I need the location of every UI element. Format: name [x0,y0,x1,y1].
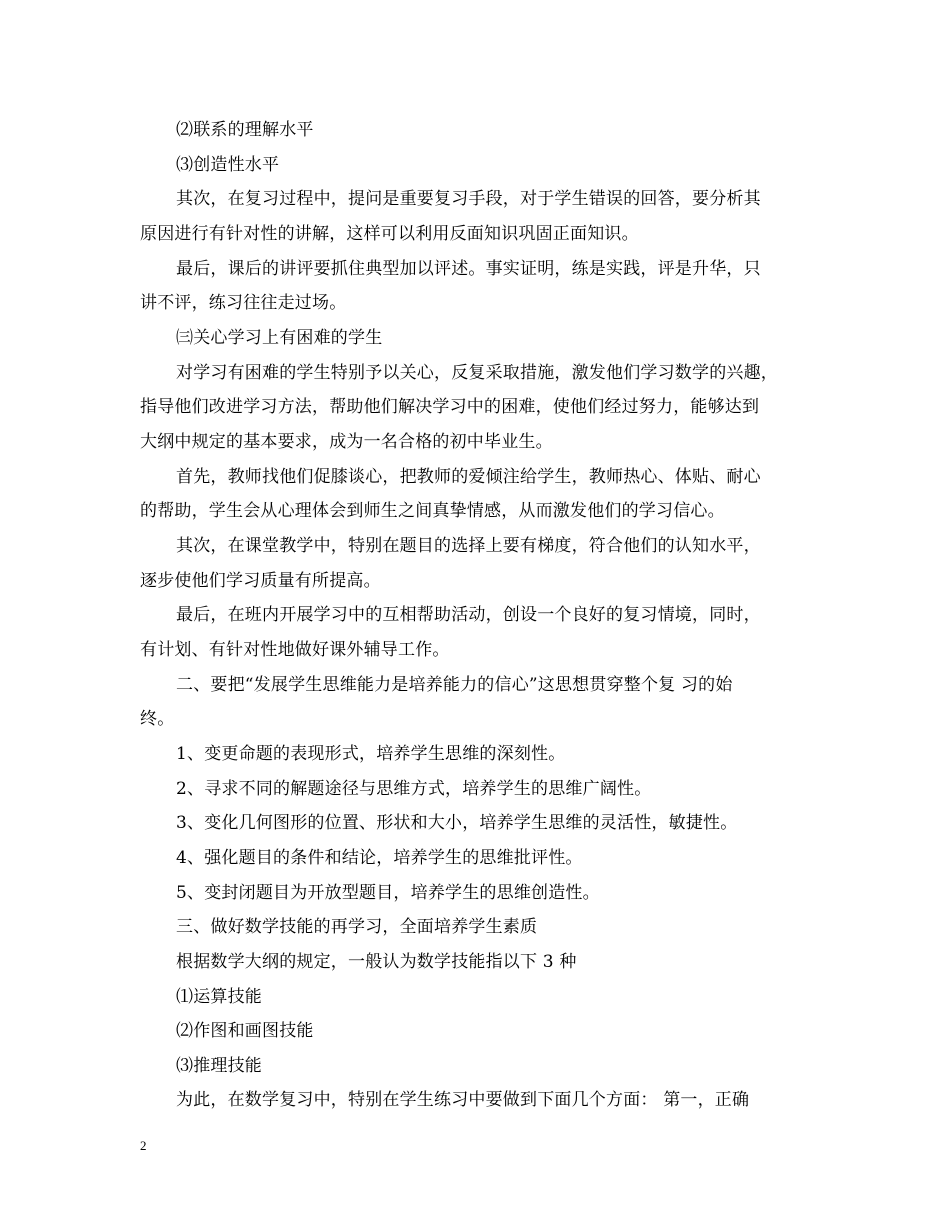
text-line-18: 终。 [140,709,175,729]
text-line-7: ㈢关心学习上有困难的学生 [176,328,383,348]
text-line-14: 逐步使他们学习质量有所提高。 [140,571,381,591]
text-line-3: 其次，在复习过程中，提问是重要复习手段，对于学生错误的回答，要分析其 [176,189,761,209]
text-line-11: 首先，教师找他们促膝谈心，把教师的爱倾注给学生，教师热心、体贴、耐心 [176,467,761,487]
text-line-20: 2、寻求不同的解题途径与思维方式，培养学生的思维广阔性。 [176,779,652,799]
text-line-24: 三、做好数学技能的再学习，全面培养学生素质 [176,917,538,937]
text-line-16: 有计划、有针对性地做好课外辅导工作。 [140,640,450,660]
text-line-26: ⑴运算技能 [176,987,262,1007]
text-line-1: ⑵联系的理解水平 [176,120,314,140]
text-line-13: 其次，在课堂教学中，特别在题目的选择上要有梯度，符合他们的认知水平， [176,536,761,556]
text-line-6: 讲不评，练习往往走过场。 [140,293,347,313]
text-line-29: 为此，在数学复习中，特别在学生练习中要做到下面几个方面： 第一，正确 [176,1090,750,1110]
text-line-22: 4、强化题目的条件和结论，培养学生的思维批评性。 [176,848,583,868]
text-line-19: 1、变更命题的表现形式，培养学生思维的深刻性。 [176,744,566,764]
text-line-8: 对学习有困难的学生特别予以关心，反复采取措施，激发他们学习数学的兴趣， [176,363,778,383]
text-line-9: 指导他们改进学习方法，帮助他们解决学习中的困难，使他们经过努力，能够达到 [140,397,760,417]
text-line-2: ⑶创造性水平 [176,155,280,175]
text-line-12: 的帮助，学生会从心理体会到师生之间真挚情感，从而激发他们的学习信心。 [140,501,725,521]
text-line-5: 最后，课后的讲评要抓住典型加以评述。事实证明，练是实践，评是升华，只 [176,259,761,279]
text-line-10: 大纲中规定的基本要求，成为一名合格的初中毕业生。 [140,432,553,452]
text-line-27: ⑵作图和画图技能 [176,1021,314,1041]
text-line-17: 二、要把“发展学生思维能力是培养能力的信心”这思想贯穿整个复 习的始 [176,675,733,695]
text-line-23: 5、变封闭题目为开放型题目，培养学生的思维创造性。 [176,883,600,903]
text-line-21: 3、变化几何图形的位置、形状和大小，培养学生思维的灵活性，敏捷性。 [176,813,738,833]
text-line-28: ⑶推理技能 [176,1056,262,1076]
text-line-15: 最后，在班内开展学习中的互相帮助活动，创设一个良好的复习情境，同时， [176,605,761,625]
page-number: 2 [140,1138,147,1153]
text-line-4: 原因进行有针对性的讲解，这样可以利用反面知识巩固正面知识。 [140,224,639,244]
text-line-25: 根据数学大纲的规定，一般认为数学技能指以下 3 种 [176,952,577,972]
